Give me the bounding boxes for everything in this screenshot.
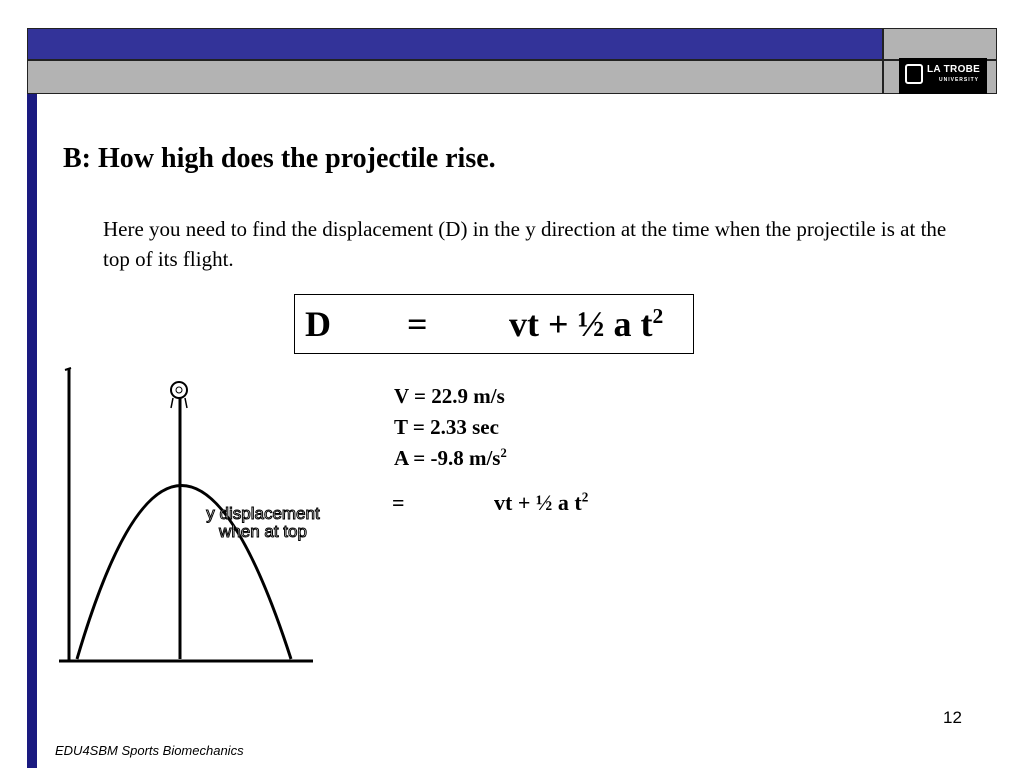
formula2-rhs <box>494 490 588 516</box>
formula-lhs: D <box>305 304 331 344</box>
formula2-exponent: 2 <box>581 489 589 505</box>
left-accent-bar <box>27 94 37 768</box>
formula-rhs <box>509 303 663 345</box>
formula-equals: = <box>407 304 428 344</box>
crest-icon <box>905 64 923 84</box>
diagram-label-line1: y displacement <box>206 504 320 523</box>
slide-title: B: How high does the projectile rise. <box>63 143 496 174</box>
formula-exponent: 2 <box>652 304 664 328</box>
footer-text: EDU4SBM Sports Biomechanics <box>55 743 244 758</box>
projectile-diagram <box>55 362 345 674</box>
acceleration-value <box>394 446 507 471</box>
header-band-top <box>27 28 883 60</box>
header-band-middle <box>27 60 883 94</box>
time-value: T = 2.33 sec <box>394 415 499 439</box>
acceleration-text: A = -9.8 m/s <box>394 446 501 470</box>
formula2-equals: = <box>392 490 405 515</box>
projectile-ball-icon <box>171 382 187 398</box>
acceleration-exponent: 2 <box>500 446 507 460</box>
logo-subtitle: UNIVERSITY <box>939 77 980 83</box>
formula2-rhs-text: vt + ½ a t <box>494 490 582 515</box>
formula-box <box>294 294 694 354</box>
header-band-top-right <box>883 28 997 60</box>
university-logo <box>899 58 987 94</box>
diagram-label-line2: when at top <box>219 522 307 541</box>
logo-name: LA TROBE <box>927 64 981 75</box>
page-number: 12 <box>943 708 962 727</box>
formula-rhs-text: vt + ½ a t <box>509 304 653 344</box>
velocity-value: V = 22.9 m/s <box>394 384 505 408</box>
body-text: Here you need to find the displacement (D) in the y direction at the time when the projectile is at the top of its flight. <box>103 217 947 271</box>
